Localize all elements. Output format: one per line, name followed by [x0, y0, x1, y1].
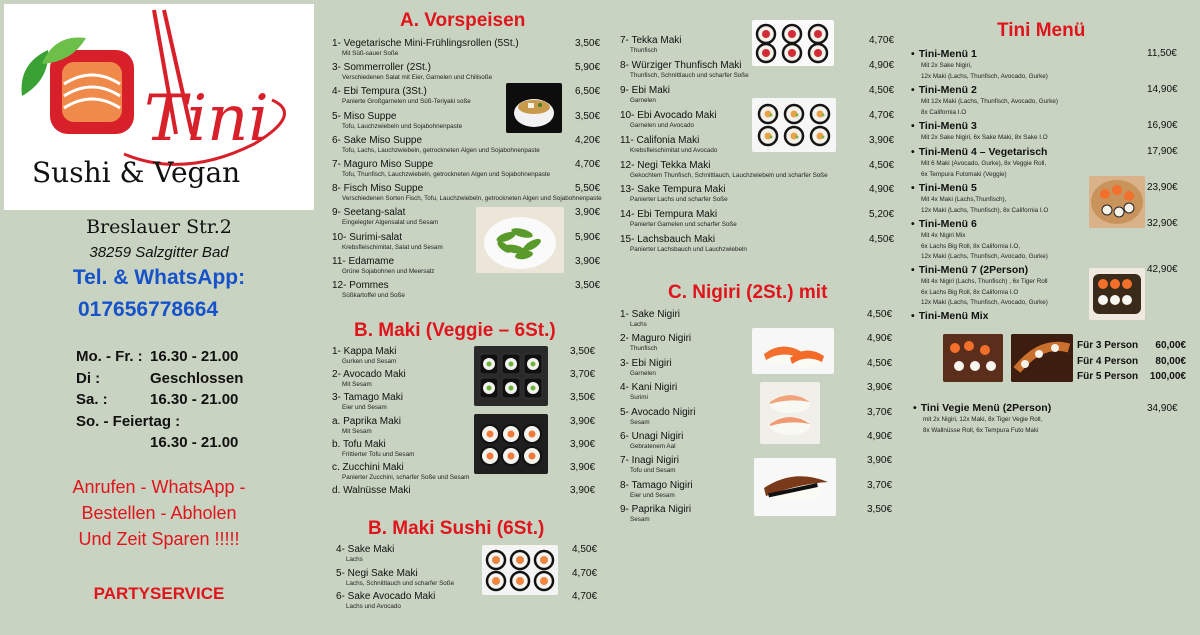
- menu-item: [620, 333, 691, 352]
- tini-menu-item: [911, 310, 989, 322]
- menu-item-description: Krebsfleischimitat, Salat und Sesam: [342, 243, 443, 251]
- section-title-tini-menu: Tini Menü: [997, 20, 1086, 41]
- hours-day: Sa. :: [76, 391, 108, 408]
- call-line: Anrufen - WhatsApp -: [72, 477, 246, 497]
- menu-item: [332, 369, 406, 388]
- tini-menu-price: 14,90€: [1147, 84, 1178, 95]
- menu-item-name: 4- Kani Nigiri: [620, 382, 678, 394]
- menu-item-description: Mit Süß-sauer Soße: [342, 50, 399, 57]
- menu-item-price: 4,90€: [869, 184, 895, 196]
- menu-item-name: 3- Sommerroller (2St.): [332, 62, 431, 74]
- hours-row: [76, 346, 256, 368]
- opening-hours: [76, 346, 256, 454]
- menu-item-price: 3,50€: [570, 392, 596, 404]
- menu-item-price: 3,50€: [575, 110, 601, 122]
- tini-menu-price: 11,50€: [1147, 48, 1177, 59]
- tini-menu-price: 16,90€: [1147, 120, 1178, 131]
- miso-soup-photo: [506, 83, 562, 133]
- menu-item-name: 7- Maguro Miso Suppe: [332, 159, 434, 170]
- salmon-maki-photo: [474, 414, 548, 474]
- tini-menu-price: 42,90€: [1147, 264, 1178, 275]
- menu-item-name: 5- Negi Sake Maki: [336, 567, 418, 579]
- menu-item-name: a. Paprika Maki: [332, 415, 401, 427]
- tini-menu-item: [911, 120, 1048, 143]
- tini-mix-photo-2: [1011, 334, 1073, 382]
- sake-maki-photo: [482, 545, 558, 595]
- menu-item-description: Grüne Sojabohnen und Meersalz: [342, 267, 435, 275]
- menu-item: [332, 183, 602, 202]
- menu-item: [336, 591, 435, 610]
- menu-item-name: 10- Surimi-salat: [332, 231, 403, 243]
- menu-item: [332, 159, 550, 178]
- menu-item-price: 4,20€: [575, 134, 601, 146]
- tini-menu-item: [911, 264, 1048, 308]
- menu-item-price: 3,50€: [575, 38, 601, 49]
- tini-menu-description: 12x Maki (Lachs, Thunfisch, Avocado, Gurke): [921, 72, 1048, 80]
- menu-item-description: Tofu, Lachs, Lauchzwiebeln, getrockneten Algen und Sojabohnenpaste: [342, 146, 540, 154]
- tini-menu-item: [911, 218, 1048, 262]
- ebi-maki-photo: [752, 98, 836, 152]
- menu-column-starters: [318, 0, 608, 635]
- menu-item-price: 4,90€: [867, 431, 893, 442]
- menu-item: [620, 480, 693, 499]
- menu-item: [332, 232, 443, 251]
- menu-item: [620, 504, 691, 523]
- tini-menu-description: 6x Lachs Big Roll, 8x California I.O,: [921, 242, 1021, 250]
- menu-item: [332, 485, 411, 496]
- tini-menu-price: 34,90€: [1147, 403, 1178, 414]
- menu-item-description: Eier und Sesam: [630, 491, 675, 499]
- tini-menu-item: [913, 402, 1051, 435]
- menu-item-price: 5,20€: [869, 209, 895, 221]
- tini-menu-name: • Tini-Menü 3: [911, 120, 1048, 132]
- menu-item-description: Panierter Zucchini, scharfer Soße und Sesam: [342, 474, 470, 481]
- menu-item-name: 8- Fisch Miso Suppe: [332, 183, 424, 195]
- tini-menu-name: • Tini-Menü 5: [911, 182, 1048, 194]
- tini-menu-description: 8x Wallnüsse Roll, 6x Tempura Futo Maki: [923, 426, 1039, 434]
- tekka-maki-photo: [752, 20, 834, 66]
- menu-item-description: Verschiedenen Sorten Fisch, Tofu, Lauchzwiebeln, getrockneten Algen und Sojabohnenpaste: [342, 195, 602, 203]
- menu-item-price: 4,70€: [572, 591, 598, 602]
- menu-item-description: Eingelegter Algensalat und Sesam: [342, 219, 439, 227]
- menu-item: [620, 309, 680, 328]
- menu-item-name: 7- Tekka Maki: [620, 35, 682, 46]
- tini-menu-item: [911, 182, 1048, 215]
- menu-item-name: 13- Sake Tempura Maki: [620, 184, 726, 196]
- address-street: Breslauer Str.2: [86, 216, 232, 238]
- hours-day: So. - Feiertag :: [76, 412, 181, 430]
- tini-menu-description: 6x Tempura Futomaki (Veggie): [921, 170, 1007, 178]
- menu-item-description: Süßkartoffel und Soße: [342, 292, 405, 299]
- menu-item-description: Thunfisch: [630, 47, 658, 54]
- menu-item: [332, 392, 403, 411]
- hours-row: [76, 432, 256, 454]
- menu-item-description: Sesam: [630, 516, 650, 524]
- menu-item-description: Verschiedenen Salat mit Eier, Garnelen und Chilisoße: [342, 74, 493, 82]
- menu-item-name: 14- Ebi Tempura Maki: [620, 209, 718, 221]
- menu-item-description: Panierter Garnelen und scharfer Soße: [630, 221, 737, 229]
- hours-time: Geschlossen: [150, 369, 244, 387]
- logo-name: Tini: [144, 82, 269, 156]
- menu-item-price: 3,90€: [575, 255, 601, 267]
- menu-item-name: d. Walnüsse Maki: [332, 485, 411, 497]
- menu-item-name: 12- Negi Tekka Maki: [620, 159, 711, 171]
- menu-item-name: 9- Ebi Maki: [620, 84, 671, 96]
- mix-person-label: Für 4 Person: [1077, 355, 1139, 367]
- menu-item-description: Krebsfleischimitat und Avocado: [630, 146, 718, 154]
- menu-column-maki-nigiri: [608, 0, 903, 635]
- tini-mix-photo-1: [943, 334, 1003, 382]
- menu-item-name: 6- Sake Miso Suppe: [332, 134, 423, 146]
- menu-item-name: 8- Würziger Thunfisch Maki: [620, 59, 742, 71]
- call-line: Und Zeit Sparen !!!!!: [78, 529, 240, 549]
- tini-menu-price: 23,90€: [1147, 182, 1178, 193]
- tini-menu-description: Mit 4x Maki (Lachs,Thunfisch),: [921, 196, 1007, 203]
- tini-menu-description: Mit 4x Nigiri (Lachs, Thunfisch) , 6x Tiger Roll: [921, 278, 1048, 285]
- menu-item-price: 3,70€: [867, 406, 893, 418]
- menu-item-description: Lachs: [630, 321, 647, 328]
- mix-person-label: Für 5 Person: [1077, 371, 1139, 382]
- menu-item: [332, 207, 438, 226]
- tini-menu-description: 12x Maki (Lachs, Thunfisch, Avocado, Gurke): [921, 299, 1048, 306]
- ebi-nigiri-photo: [760, 382, 820, 444]
- menu-item: [620, 35, 682, 54]
- hours-time: 16.30 - 21.00: [150, 391, 239, 408]
- menu-item-price: 4,90€: [867, 333, 893, 345]
- mix-person-price: 80,00€: [1155, 355, 1186, 367]
- menu-item-price: 4,70€: [869, 109, 895, 121]
- logo-subtitle: Sushi & Vegan: [32, 156, 241, 189]
- menu-item-description: Garnelen: [630, 96, 656, 104]
- menu-item-description: Frittierter Tofu und Sesam: [342, 450, 415, 458]
- menu-item-name: 11- Califonia Maki: [620, 134, 700, 146]
- mix-person-price: 60,00€: [1155, 340, 1186, 351]
- menu-item-price: 3,90€: [570, 462, 596, 473]
- phone-label: Tel. & WhatsApp:: [72, 266, 246, 289]
- menu-column-tini: [903, 0, 1200, 635]
- menu-item-price: 4,90€: [869, 59, 895, 71]
- menu-item-description: Lachs und Avocado: [346, 603, 401, 610]
- menu-item-price: 4,50€: [867, 309, 893, 320]
- menu-item-price: 5,50€: [575, 183, 601, 195]
- menu-item-name: 10- Ebi Avocado Maki: [620, 109, 717, 121]
- menu-item-name: 12- Pommes: [332, 280, 389, 291]
- menu-item: [332, 111, 462, 130]
- menu-item-price: 3,90€: [869, 134, 895, 146]
- tini-menu-description: Mit 4x Nigiri Mix: [921, 232, 966, 239]
- tini-menu-7-photo: [1089, 268, 1145, 320]
- menu-item-name: 15- Lachsbauch Maki: [620, 234, 716, 246]
- edamame-photo: [476, 207, 564, 273]
- menu-item-description: Gekochtem Thunfisch, Schnittlauch, Lauchzwiebeln und scharfer Soße: [630, 171, 828, 179]
- menu-item: [620, 358, 672, 377]
- menu-item-name: 3- Ebi Nigiri: [620, 357, 672, 369]
- cucumber-maki-photo: [474, 346, 548, 406]
- logo-graphic: [4, 4, 314, 210]
- menu-item-name: 7- Inagi Nigiri: [620, 455, 679, 467]
- tini-menu-description: Mit 6 Maki (Avocado, Gurke), 8x Veggie Roll,: [921, 160, 1047, 167]
- menu-item-name: 9- Seetang-salat: [332, 207, 406, 219]
- menu-item-price: 3,90€: [570, 415, 596, 427]
- phone-number[interactable]: 017656778664: [78, 298, 219, 321]
- tini-menu-name: • Tini-Menü Mix: [911, 310, 989, 322]
- call-line: Bestellen - Abholen: [81, 503, 237, 523]
- tini-menu-item: [911, 48, 1048, 81]
- menu-item-price: 3,50€: [570, 346, 596, 357]
- menu-item-description: Thunfisch: [630, 345, 658, 353]
- menu-item-description: Surimi: [630, 394, 648, 402]
- hours-day: Mo. - Fr. :: [76, 348, 143, 365]
- menu-item-name: c. Zucchini Maki: [332, 462, 404, 473]
- menu-item-description: Thunfisch, Schnittlauch und scharfer Soße: [630, 71, 749, 79]
- tini-menu-description: Mit 12x Maki (Lachs, Thunfisch, Avocado, Gurke): [921, 98, 1058, 105]
- menu-item-description: Tofu und Sesam: [630, 467, 676, 475]
- menu-item-price: 4,50€: [869, 159, 895, 171]
- tini-menu-description: Mit 2x Sake Nigiri,: [921, 62, 972, 69]
- menu-item-price: 3,90€: [867, 382, 893, 394]
- menu-item-price: 4,50€: [867, 357, 893, 369]
- mix-person-price: 100,00€: [1149, 371, 1186, 382]
- tini-menu-description: 12x Maki (Lachs, Thunfisch, Avocado, Gurke): [921, 253, 1048, 260]
- menu-item: [620, 234, 747, 253]
- menu-item-name: 3- Tamago Maki: [332, 392, 403, 404]
- hours-time: 16.30 - 21.00: [150, 348, 239, 365]
- tini-menu-name: • Tini Vegie Menü (2Person): [913, 402, 1051, 414]
- menu-item-name: 5- Avocado Nigiri: [620, 406, 696, 418]
- tini-menu-item: [911, 146, 1047, 179]
- menu-item-description: Garnelen und Avocado: [630, 121, 694, 129]
- menu-item-price: 5,90€: [575, 231, 601, 243]
- menu-item-description: Eier und Sesam: [342, 404, 387, 412]
- menu-item: [332, 346, 396, 365]
- menu-item-description: Tofu, Thunfisch, Lauchzwiebeln, getrockneten Algen und Sojabohnenpaste: [342, 171, 551, 178]
- sake-nigiri-photo: [752, 328, 834, 374]
- menu-item-description: Tofu, Lauchzwiebeln und Sojabohnenpaste: [342, 122, 463, 130]
- menu-item-description: Panierte Großgarnelen und Süß-Teriyaki soße: [342, 98, 471, 106]
- hours-row: [76, 368, 256, 390]
- menu-item-price: 3,70€: [867, 479, 893, 491]
- menu-item: [620, 110, 717, 129]
- tini-menu-name: • Tini-Menü 1: [911, 48, 1048, 60]
- menu-item-price: 6,50€: [575, 86, 601, 98]
- menu-item-name: 6- Sake Avocado Maki: [336, 591, 436, 602]
- menu-item-description: Lachs: [346, 556, 363, 563]
- menu-item-name: 5- Miso Suppe: [332, 110, 397, 122]
- section-title-maki-sushi: B. Maki Sushi (6St.): [368, 518, 545, 539]
- menu-item-name: 2- Maguro Nigiri: [620, 333, 692, 345]
- tini-menu-name: • Tini-Menü 6: [911, 218, 1048, 230]
- menu-item-name: 1- Vegetarische Mini-Frühlingsrollen (5St.): [332, 38, 519, 49]
- menu-item-description: Sesam: [630, 418, 650, 426]
- menu-item-name: 1- Sake Nigiri: [620, 309, 681, 320]
- hours-row: [76, 389, 256, 411]
- menu-item: [620, 184, 728, 203]
- menu-item-description: Garnelen: [630, 369, 656, 377]
- menu-item-price: 4,70€: [575, 159, 601, 170]
- menu-item: [332, 256, 434, 275]
- menu-item-price: 4,70€: [869, 35, 895, 46]
- menu-item-price: 3,50€: [575, 280, 601, 291]
- menu-item-price: 4,50€: [869, 234, 895, 246]
- menu-item: [332, 439, 414, 458]
- tini-menu-description: 8x California I.O: [921, 108, 967, 116]
- menu-item-price: 3,90€: [570, 485, 596, 497]
- menu-item: [336, 544, 394, 563]
- partyservice-label: PARTYSERVICE: [93, 584, 225, 603]
- menu-item-name: 1- Kappa Maki: [332, 346, 397, 357]
- menu-item: [332, 38, 519, 57]
- menu-item-name: b. Tofu Maki: [332, 438, 386, 450]
- menu-item-price: 4,70€: [572, 567, 598, 579]
- menu-item: [332, 135, 540, 154]
- menu-item-price: 4,50€: [572, 544, 598, 555]
- menu-item: [620, 85, 670, 104]
- info-column: [0, 0, 318, 635]
- restaurant-logo: [4, 4, 314, 210]
- menu-item: [332, 416, 401, 435]
- tini-menu-price: 17,90€: [1147, 146, 1178, 157]
- order-call-text: [0, 474, 318, 552]
- menu-item-price: 5,90€: [575, 62, 601, 74]
- mix-person-label: Für 3 Person: [1077, 340, 1139, 351]
- menu-item: [620, 209, 737, 228]
- menu-item-name: 2- Avocado Maki: [332, 369, 406, 381]
- menu-item-name: 6- Unagi Nigiri: [620, 431, 684, 442]
- tini-menu-description: mit 2x Nigiri, 12x Maki, 8x Tiger Vegie Roll,: [923, 416, 1043, 423]
- menu-item: [620, 455, 679, 474]
- menu-item-description: Mit Sesam: [342, 381, 372, 389]
- tini-menu-description: 12x Maki (Lachs, Thunfisch), 8x California I.O: [921, 206, 1049, 214]
- section-title-vorspeisen: A. Vorspeisen: [400, 10, 526, 31]
- menu-item: [332, 462, 469, 481]
- address-city: 38259 Salzgitter Bad: [89, 244, 229, 261]
- section-title-nigiri: C. Nigiri (2St.) mit: [668, 282, 828, 303]
- menu-item-name: 4- Ebi Tempura (3St.): [332, 86, 427, 98]
- tini-menu-name: • Tini-Menü 4 – Vegetarisch: [911, 146, 1047, 158]
- menu-item-description: Gurken und Sesam: [342, 358, 397, 365]
- menu-item-price: 3,50€: [867, 504, 893, 516]
- menu-item-price: 4,50€: [869, 84, 895, 96]
- menu-item-price: 3,90€: [575, 207, 601, 219]
- menu-item-name: 4- Sake Maki: [336, 544, 395, 555]
- menu-item-price: 3,70€: [570, 369, 596, 381]
- menu-item: [620, 431, 683, 450]
- menu-item: [332, 86, 471, 105]
- menu-item-description: Panierter Lachs und scharfer Soße: [630, 196, 728, 204]
- menu-item-description: Mit Sesam: [342, 427, 372, 435]
- menu-item: [620, 135, 717, 154]
- menu-item: [620, 160, 828, 179]
- menu-item: [620, 382, 677, 401]
- tini-menu-5-photo: [1089, 176, 1145, 228]
- menu-item-price: 3,90€: [570, 438, 596, 450]
- menu-item: [336, 568, 454, 587]
- hours-row: [76, 411, 256, 433]
- hours-day: Di :: [76, 369, 101, 387]
- menu-item: [620, 407, 695, 426]
- tini-menu-name: • Tini-Menü 7 (2Person): [911, 264, 1048, 276]
- menu-item: [332, 280, 405, 299]
- menu-item-name: 8- Tamago Nigiri: [620, 479, 693, 491]
- menu-item-description: Panierter Lachsbauch und Lauchzwiebeln: [630, 246, 747, 254]
- menu-item-description: Gebratenem Aal: [630, 443, 676, 450]
- tini-menu-price: 32,90€: [1147, 218, 1178, 229]
- menu-item-price: 3,90€: [867, 455, 893, 467]
- hours-time: 16.30 - 21.00: [150, 434, 239, 451]
- tini-menu-name: • Tini-Menü 2: [911, 84, 1058, 96]
- menu-item-description: Lachs, Schnittlauch und scharfer Soße: [346, 579, 455, 587]
- section-title-maki-veggie: B. Maki (Veggie – 6St.): [354, 320, 556, 341]
- tini-menu-description: 6x Lachs Big Roll, 8x California I.O: [921, 288, 1019, 296]
- unagi-nigiri-photo: [754, 458, 836, 516]
- menu-item-name: 9- Paprika Nigiri: [620, 504, 692, 516]
- tini-menu-item: [911, 84, 1058, 117]
- menu-item: [620, 60, 749, 79]
- menu-item-name: 11- Edamame: [332, 255, 395, 267]
- tini-menu-description: Mit 2x Sake Nigiri, 6x Sake Maki, 8x Sake I.O: [921, 134, 1048, 141]
- menu-item: [332, 62, 492, 81]
